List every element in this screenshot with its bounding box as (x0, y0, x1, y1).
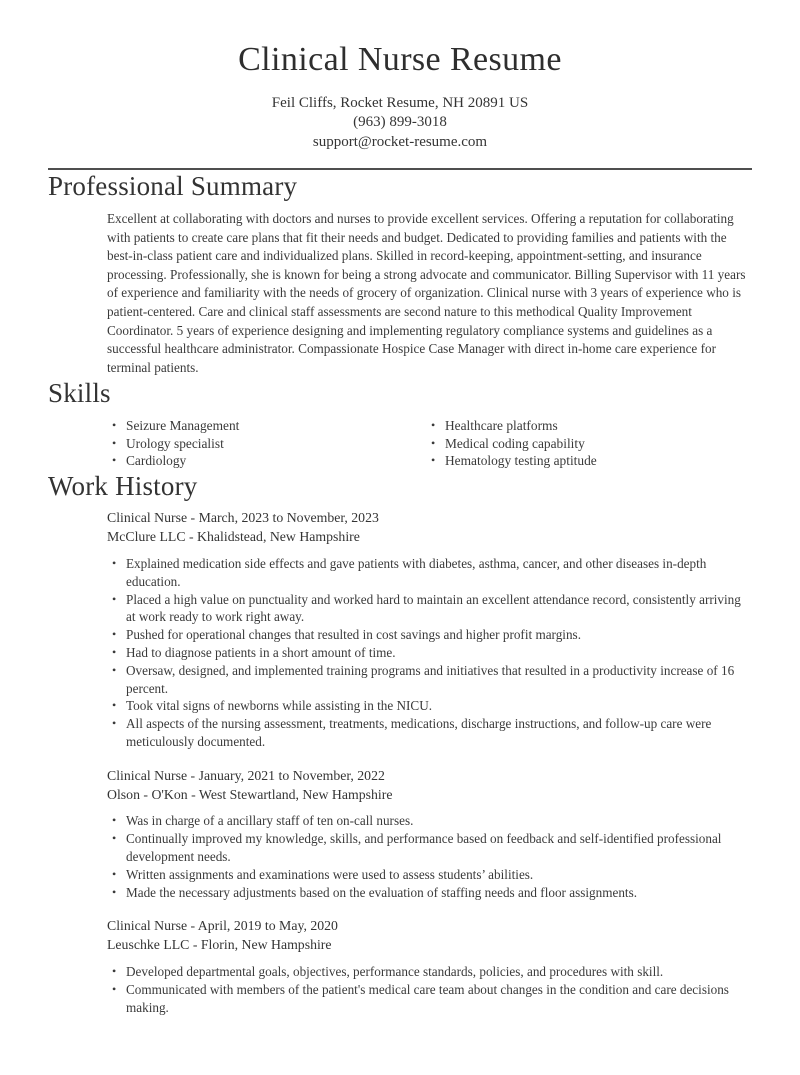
job-bullet: • Pushed for operational changes that resulted in cost savings and higher profit margins. (107, 626, 752, 644)
skill-item: • Healthcare platforms (426, 417, 752, 435)
job-entry (48, 917, 752, 1016)
section-heading-professional-summary: Professional Summary (48, 171, 298, 202)
contact-email: support@rocket-resume.com (312, 133, 488, 150)
job-bullet: • Took vital signs of newborns while assisting in the NICU. (107, 697, 752, 715)
contact-address: Feil Cliffs, Rocket Resume, NH 20891 US (271, 94, 529, 111)
skill-item: • Urology specialist (107, 435, 426, 453)
job-title-line: Clinical Nurse - January, 2021 to November, 2022 (107, 767, 385, 783)
job-bullet: • Placed a high value on punctuality and worked hard to maintain an excellent attendance record, consistently arriving at work ready to work right away. (107, 591, 752, 627)
skill-item: • Medical coding capability (426, 435, 752, 453)
job-bullet-list (107, 812, 752, 901)
skills-column-right (426, 417, 752, 470)
skill-item: • Seizure Management (107, 417, 426, 435)
skill-item: • Hematology testing aptitude (426, 452, 752, 470)
contact-phone: (963) 899-3018 (353, 114, 447, 131)
contact-info (48, 94, 752, 153)
job-header (107, 917, 752, 955)
section-heading-work-history: Work History (48, 470, 198, 501)
job-entry (48, 509, 752, 750)
skills-list (107, 417, 752, 470)
job-entry (48, 767, 752, 902)
job-title-line: Clinical Nurse - April, 2019 to May, 2020 (107, 918, 338, 934)
job-header (107, 767, 752, 805)
summary-paragraph: Excellent at collaborating with doctors and nurses to provide excellent services. Offering a reputation for collaborating with patients to create care plans that fit their needs and budget. Dedicated to providing families and patients with the best-in-class patient care and individualized plans. Skilled in record-keeping, appointment-setting, and insurance processing. Professionally, she is known for being a strong advocate and communicator. Billing Supervisor with 11 years of experience and familiarity with the needs of grocery of organization. Clinical nurse with 3 years of experience who is patient-centered. Care and clinical staff assessments are second nature to this methodical Quality Improvement Coordinator. 5 years of experience designing and implementing regulatory compliance systems and guidelines as a successful healthcare administrator. Compassionate Hospice Case Manager with direct in-home care experience for terminal patients. (107, 211, 746, 375)
skills-column-left (107, 417, 426, 470)
job-bullet: • Continually improved my knowledge, skills, and performance based on feedback and self-identified professional development needs. (107, 830, 752, 866)
job-bullet: • Written assignments and examinations were used to assess students’ abilities. (107, 866, 752, 884)
job-bullet: • Communicated with members of the patient's medical care team about changes in the condition and care decisions making. (107, 981, 752, 1017)
job-bullet: • Explained medication side effects and gave patients with diabetes, asthma, cancer, and other diseases in-depth education. (107, 555, 752, 591)
section-heading-skills: Skills (48, 378, 111, 409)
job-bullet: • Oversaw, designed, and implemented training programs and initiatives that resulted in a productivity increase of 16 percent. (107, 662, 752, 698)
resume-document (0, 40, 800, 1016)
job-header (107, 509, 752, 547)
job-bullet: • All aspects of the nursing assessment, treatments, medications, discharge instructions, and follow-up care were meticulously documented. (107, 715, 752, 751)
page-title: Clinical Nurse Resume (238, 41, 562, 78)
job-bullet-list (107, 963, 752, 1016)
job-bullet: • Was in charge of a ancillary staff of ten on-call nurses. (107, 812, 752, 830)
job-bullet: • Had to diagnose patients in a short amount of time. (107, 644, 752, 662)
resume-page (0, 40, 800, 1075)
job-company-line: Olson - O'Kon - West Stewartland, New Hampshire (107, 786, 393, 802)
job-bullet-list (107, 555, 752, 751)
job-company-line: McClure LLC - Khalidstead, New Hampshire (107, 529, 360, 545)
skill-item: • Cardiology (107, 452, 426, 470)
job-company-line: Leuschke LLC - Florin, New Hampshire (107, 937, 332, 953)
job-title-line: Clinical Nurse - March, 2023 to November, 2023 (107, 510, 379, 526)
job-bullet: • Developed departmental goals, objectives, performance standards, policies, and procedures with skill. (107, 963, 752, 981)
job-bullet: • Made the necessary adjustments based on the evaluation of staffing needs and floor assignments. (107, 884, 752, 902)
